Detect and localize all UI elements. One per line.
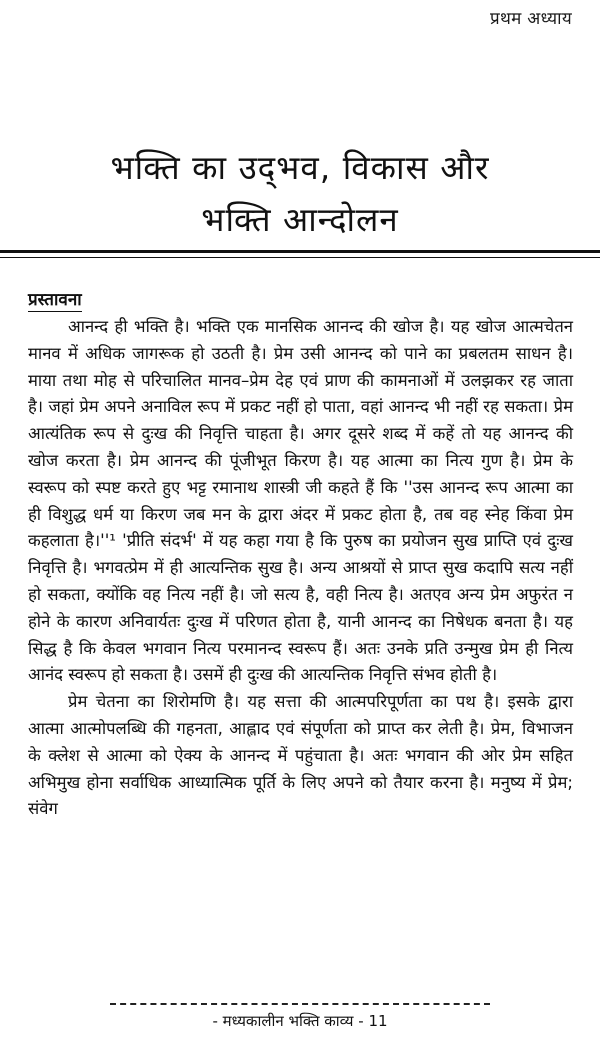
page-footer: - मध्यकालीन भक्ति काव्य - 11 (212, 1012, 388, 1030)
chapter-title-line-2: भक्ति आन्दोलन (201, 200, 399, 239)
title-divider-thick (0, 250, 600, 253)
body-text (28, 314, 573, 823)
paragraph-1: आनन्द ही भक्ति है। भक्ति एक मानसिक आनन्द की खोज है। यह खोज आत्मचेतन मानव में अधिक जागरूक हो उठती है। प्रेम उसी आनन्द को पाने का प्रबलतम साधन है। माया तथा मोह से परिचालित मानव–प्रेम देह एवं प्राण की कामनाओं में उलझकर रह जाता है। जहां प्रेम अपने अनाविल रूप में प्रकट नहीं हो पाता, वहां आनन्द भी नहीं रह सकता। प्रेम आत्यंतिक रूप से दुःख की निवृत्ति चाहता है। अगर दूसरे शब्द में कहें तो यह आनन्द की खोज करता है। प्रेम आनन्द की पूंजीभूत किरण है। यह आत्मा का नित्य गुण है। प्रेम के स्वरूप को स्पष्ट करते हुए भट्ट रमानाथ शास्त्री जी कहते हैं कि ''उस आनन्द रूप आत्मा का ही विशुद्ध धर्म या किरण जब मन के द्वारा अंदर में प्रकट होता है, तब वह स्नेह किंवा प्रेम कहलाता है।''¹ 'प्रीति संदर्भ' में यह कहा गया है कि पुरुष का प्रयोजन सुख प्राप्ति एवं दुःख निवृत्ति है। भगवत्प्रेम में ही आत्यन्तिक सुख है। अन्य आश्रयों से प्राप्त सुख कदापि सत्य नहीं हो सकता, क्योंकि वह नित्य नहीं है। जो सत्य है, वही नित्य है। अतएव अन्य प्रेम अफुरंत न होने के कारण अनिवार्यतः दुःख में परिणत होता है, यानी आनन्द का निषेधक बनता है। यह सिद्ध है कि केवल भगवान नित्य परमानन्द स्वरूप हैं। अतः उनके प्रति उन्मुख प्रेम ही नित्य आनंद स्वरूप हो सकता है। उसमें ही दुःख की आत्यन्तिक निवृत्ति संभव होती है। (28, 317, 573, 685)
footer-dash-rule (110, 1003, 490, 1005)
section-heading: प्रस्तावना (28, 287, 82, 312)
title-divider-thin (0, 257, 600, 258)
running-header: प्रथम अध्याय (489, 9, 572, 29)
paragraph-2: प्रेम चेतना का शिरोमणि है। यह सत्ता की आत्मपरिपूर्णता का पथ है। इसके द्वारा आत्मा आत्मोपलब्धि की गहनता, आह्लाद एवं संपूर्णता को प्राप्त कर लेती है। प्रेम, विभाजन के क्लेश से आत्मा को ऐक्य के आनन्द में पहुंचाता है। अतः भगवान की ओर प्रेम सहित अभिमुख होना सर्वाधिक आध्यात्मिक पूर्ति के लिए अपने को तैयार करना है। मनुष्य में प्रेम; संवेग (28, 692, 573, 819)
chapter-title (0, 142, 600, 246)
chapter-title-line-1: भक्ति का उद्‌भव, विकास और (110, 148, 490, 187)
